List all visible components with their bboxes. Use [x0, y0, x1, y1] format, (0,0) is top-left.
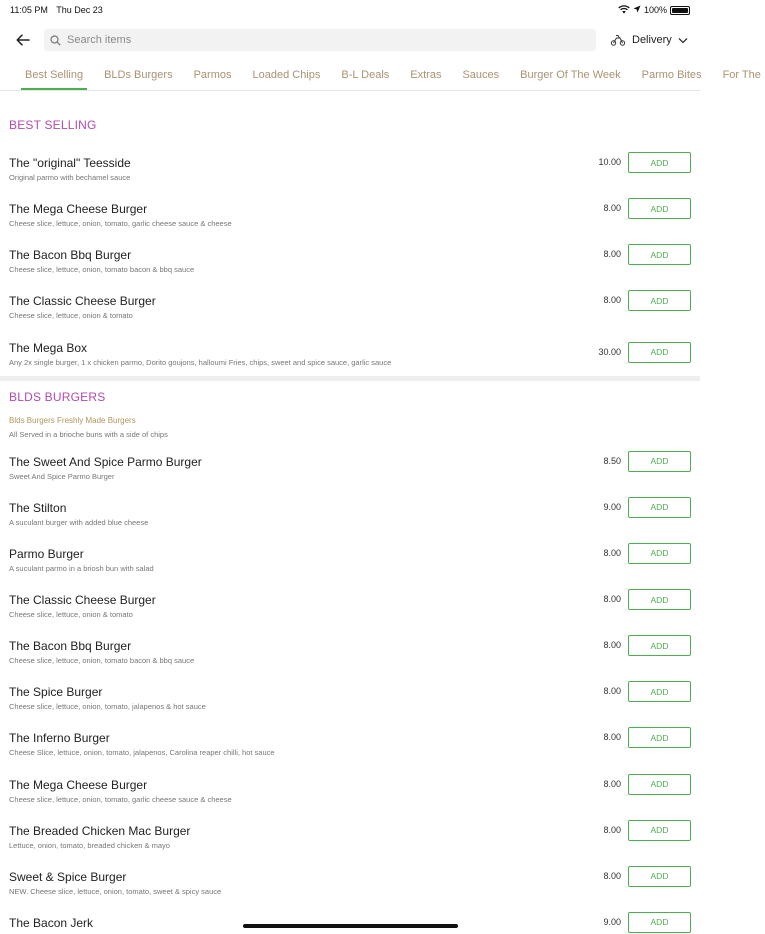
section-divider [0, 376, 700, 381]
item-description: Any 2x single burger, 1 x chicken parmo, Dorito goujons, halloumi Fries, chips, sweet and spice sauce, garlic sauce [9, 357, 392, 367]
add-button[interactable]: ADD [628, 342, 691, 363]
item-name: The Classic Cheese Burger [9, 294, 156, 309]
blds-burgers-section [0, 390, 700, 930]
item-price: 8.00 [603, 295, 621, 306]
item-name: Parmo Burger [9, 546, 84, 561]
item-price: 8.00 [603, 249, 621, 260]
item-name: The Breaded Chicken Mac Burger [9, 823, 191, 838]
add-button[interactable]: ADD [628, 866, 691, 887]
item-price: 9.00 [603, 916, 621, 927]
item-description: Cheese slice, lettuce, onion, tomato, garlic cheese sauce & cheese [9, 219, 232, 229]
search-bar[interactable] [44, 29, 596, 51]
item-description: Cheese slice, lettuce, onion, tomato, jalapenos & hot sauce [9, 702, 206, 712]
item-name: The Sweet And Spice Parmo Burger [9, 454, 202, 469]
item-price: 8.00 [603, 686, 621, 697]
add-button[interactable]: ADD [628, 451, 691, 472]
back-button[interactable] [10, 27, 36, 53]
add-button[interactable]: ADD [628, 635, 691, 656]
search-row [0, 20, 700, 60]
home-indicator[interactable] [243, 924, 458, 928]
item-description: A suculant burger with added blue cheese [9, 517, 149, 527]
best-selling-section [0, 118, 700, 368]
tab-extras[interactable]: Extras [410, 69, 442, 81]
item-description: Lettuce, onion, tomato, breaded chicken & mayo [9, 840, 170, 850]
menu-item[interactable] [0, 824, 700, 851]
battery-icon [670, 6, 690, 15]
item-name: The "original" Teesside [9, 156, 131, 170]
item-price: 8.50 [603, 455, 621, 466]
add-button[interactable]: ADD [628, 820, 691, 841]
item-description: Cheese slice, lettuce, onion & tomato [9, 610, 133, 619]
menu-item[interactable] [0, 731, 700, 758]
tab-for-the[interactable]: For The [722, 69, 761, 81]
menu-item[interactable] [0, 455, 700, 482]
battery-percent: 100% [643, 5, 667, 15]
item-price: 9.00 [603, 501, 621, 512]
item-price: 8.00 [603, 732, 621, 743]
category-tabs [0, 60, 761, 91]
delivery-label: Delivery [632, 34, 672, 46]
tab-parmo-bites[interactable]: Parmo Bites [641, 69, 702, 81]
item-description: Cheese Slice, lettuce, onion, tomato, jalapenos, Carolina reaper chilli, hot sauce [9, 748, 275, 758]
add-button[interactable]: ADD [628, 727, 691, 748]
menu-item[interactable] [0, 501, 700, 528]
item-price: 8.00 [603, 640, 621, 651]
item-price: 8.00 [603, 203, 621, 214]
tab-sauces[interactable]: Sauces [462, 69, 500, 81]
tab-burger-of-the-week[interactable]: Burger Of The Week [520, 69, 621, 81]
menu-item[interactable] [0, 294, 700, 321]
menu-item[interactable] [0, 870, 700, 897]
status-date: Thu Dec 23 [56, 5, 103, 15]
back-arrow-icon [16, 34, 30, 46]
item-name: The Spice Burger [9, 685, 103, 700]
scooter-icon [610, 34, 626, 46]
menu-item[interactable] [0, 156, 700, 183]
section-title-best-selling: BEST SELLING [9, 118, 97, 132]
tab-bl-deals[interactable]: B-L Deals [341, 69, 390, 81]
item-price: 8.00 [603, 547, 621, 558]
item-description: A suculant parmo in a briosh bun with salad [9, 563, 154, 573]
item-description: Sweet And Spice Parmo Burger [9, 471, 115, 481]
item-description: Cheese slice, lettuce, onion, tomato bacon & bbq sauce [9, 656, 195, 666]
add-button[interactable]: ADD [628, 198, 691, 219]
item-name: The Stilton [9, 500, 67, 515]
item-price: 8.00 [603, 778, 621, 789]
item-name: The Classic Cheese Burger [9, 593, 156, 607]
tab-parmos[interactable]: Parmos [193, 69, 232, 81]
location-arrow-icon [633, 5, 641, 15]
menu-item[interactable] [0, 639, 700, 666]
item-name: The Mega Cheese Burger [9, 777, 148, 792]
item-description: Cheese slice, lettuce, onion, tomato, garlic cheese sauce & cheese [9, 794, 232, 804]
item-name: The Bacon Bbq Burger [9, 639, 132, 654]
tab-loaded-chips[interactable]: Loaded Chips [252, 69, 321, 81]
item-description: NEW. Cheese slice, lettuce, onion, tomato, sweet & spicy sauce [9, 886, 222, 896]
search-icon [50, 35, 61, 46]
section-title-blds-burgers: BLDS BURGERS [9, 389, 106, 404]
add-button[interactable]: ADD [628, 152, 691, 173]
menu-item[interactable] [0, 593, 700, 620]
add-button[interactable]: ADD [628, 290, 691, 311]
search-input[interactable] [67, 34, 596, 46]
menu-item[interactable] [0, 685, 700, 712]
section-subtitle: Blds Burgers Freshly Made Burgers [9, 415, 136, 425]
item-price: 30.00 [598, 346, 621, 357]
add-button[interactable]: ADD [628, 497, 691, 518]
menu-item[interactable] [0, 248, 700, 275]
item-name: The Inferno Burger [9, 731, 110, 746]
add-button[interactable]: ADD [628, 774, 691, 795]
menu-item[interactable] [0, 202, 700, 229]
tab-best-selling[interactable]: Best Selling [21, 60, 87, 90]
status-bar [0, 0, 700, 20]
tab-blds-burgers[interactable]: BLDs Burgers [104, 69, 173, 81]
menu-item[interactable] [0, 547, 700, 574]
item-price: 8.00 [603, 870, 621, 881]
status-right [618, 5, 690, 16]
menu-item[interactable] [0, 778, 700, 805]
add-button[interactable]: ADD [628, 589, 691, 610]
item-price: 8.00 [603, 594, 621, 604]
wifi-icon [618, 5, 630, 16]
item-description: Cheese slice, lettuce, onion & tomato [9, 311, 133, 321]
item-name: Sweet & Spice Burger [9, 869, 127, 884]
item-name: The Bacon Bbq Burger [9, 248, 132, 263]
item-name: The Mega Cheese Burger [9, 202, 148, 217]
menu-item[interactable] [0, 341, 700, 368]
add-button[interactable]: ADD [628, 912, 691, 933]
add-button[interactable]: ADD [628, 543, 691, 564]
item-name: The Mega Box [9, 340, 88, 355]
status-left [10, 5, 109, 15]
chevron-down-icon [678, 37, 688, 44]
item-price: 10.00 [598, 157, 621, 167]
item-description: Cheese slice, lettuce, onion, tomato bacon & bbq sauce [9, 265, 195, 275]
item-description: Original parmo with bechamel sauce [9, 173, 131, 182]
item-price: 8.00 [603, 824, 621, 835]
section-description: All Served in a brioche buns with a side of chips [9, 429, 168, 439]
add-button[interactable]: ADD [628, 244, 691, 265]
add-button[interactable]: ADD [628, 681, 691, 702]
delivery-selector[interactable] [610, 34, 688, 46]
item-name: The Bacon Jerk [9, 915, 94, 930]
battery-fill [672, 8, 688, 13]
status-time: 11:05 PM [10, 5, 48, 15]
